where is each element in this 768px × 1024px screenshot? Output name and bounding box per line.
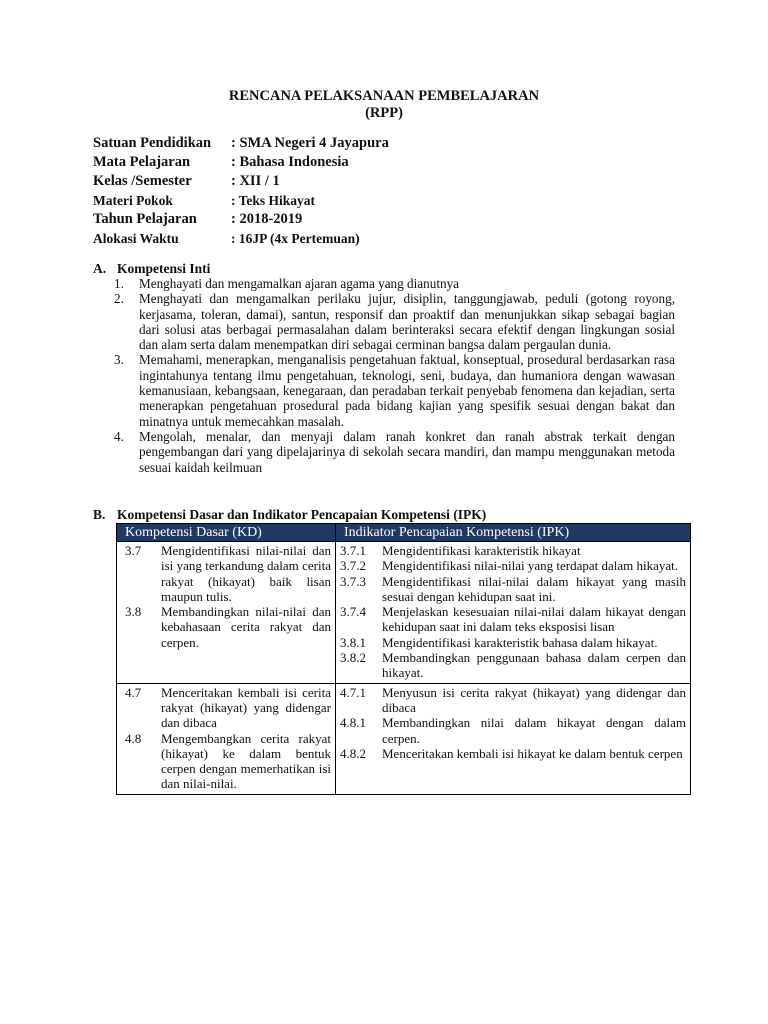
info-label: Tahun Pelajaran: [93, 211, 197, 227]
list-number: 2.: [114, 291, 124, 307]
info-label: Kelas /Semester: [93, 173, 192, 189]
table-row: [117, 542, 691, 684]
section-b-heading: [93, 507, 486, 523]
ipk-item: [340, 715, 686, 746]
list-text: Mengolah, menalar, dan menyaji dalam ranah konkret dan ranah abstrak terkait dengan pengembangan dari yang dipelajarinya di sekolah secara mandiri, dan mampu menggunakan metoda sesuai kaidah keilmuan: [139, 428, 675, 475]
section-title: Kompetensi Inti: [117, 261, 211, 276]
ipk-text: Menjelaskan kesesuaian nilai-nilai dalam hikayat dengan kehidupan saat ini dalam teks eksposisi lisan: [382, 604, 686, 635]
ipk-text: Mengidentifikasi karakteristik hikayat: [382, 543, 581, 558]
ipk-item: [340, 558, 686, 573]
section-letter: B.: [93, 507, 106, 522]
kd-ipk-table: [116, 523, 691, 795]
ipk-number: 4.7.1: [340, 684, 366, 700]
info-label: Satuan Pendidikan: [93, 135, 212, 151]
document-title: RENCANA PELAKSANAAN PEMBELAJARAN: [228, 88, 540, 104]
table-row: [117, 683, 691, 794]
list-number: 3.: [114, 352, 124, 368]
info-value: : SMA Negeri 4 Jayapura: [231, 135, 389, 151]
info-label: Materi Pokok: [93, 193, 173, 208]
column-header-ipk: Indikator Pencapaian Kompetensi (IPK): [336, 524, 691, 542]
ipk-text: Mengidentifikasi nilai-nilai yang terdapat dalam hikayat.: [382, 558, 679, 574]
section-letter: A.: [93, 261, 107, 276]
ipk-number: 4.8.1: [340, 715, 366, 731]
ipk-text: Membandingkan penggunaan bahasa dalam cerpen dan hikayat.: [382, 650, 686, 681]
ipk-item: [340, 543, 686, 558]
ipk-cell: [336, 542, 691, 684]
ipk-number: 3.8.1: [340, 634, 366, 650]
kd-text: Mengidentifikasi nilai-nilai dan isi yang terkandung dalam cerita rakyat (hikayat) baik lisan maupun tulis.: [161, 543, 331, 604]
kd-cell: [117, 683, 336, 794]
list-text: Memahami, menerapkan, menganalisis pengetahuan faktual, konseptual, prosedural berdasarkan rasa ingintahunya tentang ilmu pengetahuan, teknologi, seni, budaya, dan humaniora dengan wawasan kemanusiaan, kebangsaan, kenegaraan, dan peradaban terkait penyebab fenomena dan kejadian, serta menerapkan pengetahuan prosedural pada bidang kajian yang spesifik sesuai dengan bakat dan minatnya untuk memecahkan masalah.: [139, 352, 675, 429]
kd-text: Menceritakan kembali isi cerita rakyat (hikayat) yang didengar dan dibaca: [161, 684, 331, 731]
ipk-text: Menceritakan kembali isi hikayat ke dalam bentuk cerpen: [382, 745, 683, 761]
ipk-item: [340, 650, 686, 681]
info-label: Alokasi Waktu: [93, 231, 179, 246]
ipk-number: 3.7.1: [340, 543, 366, 558]
info-value: : Teks Hikayat: [231, 193, 316, 208]
ipk-text: Membandingkan nilai dalam hikayat dengan dalam cerpen.: [382, 715, 686, 746]
kd-text: Mengembangkan cerita rakyat (hikayat) ke dalam bentuk cerpen dengan memerhatikan isi dan nilai-nilai.: [161, 730, 331, 792]
kd-number: 4.7: [125, 684, 142, 700]
kd-item: [121, 685, 331, 731]
section-title: Kompetensi Dasar dan Indikator Pencapaian Kompetensi (IPK): [117, 507, 487, 522]
kd-text: Membandingkan nilai-nilai dan kebahasaan cerita rakyat dan cerpen.: [161, 604, 331, 650]
kd-item: [121, 731, 331, 792]
kd-item: [121, 543, 331, 604]
list-item: [114, 429, 675, 475]
info-value: : 2018-2019: [231, 211, 303, 227]
ipk-item: [340, 574, 686, 605]
list-number: 1.: [114, 276, 124, 291]
table-header-row: [117, 524, 691, 542]
kompetensi-inti-list: [114, 276, 675, 475]
ipk-item: [340, 604, 686, 635]
list-number: 4.: [114, 428, 124, 444]
info-label: Mata Pelajaran: [93, 154, 191, 170]
document-subtitle: (RPP): [365, 105, 403, 121]
list-text: Menghayati dan mengamalkan ajaran agama yang dianutnya: [139, 276, 460, 291]
info-value: : 16JP (4x Pertemuan): [231, 231, 360, 246]
ipk-number: 3.7.2: [340, 558, 366, 574]
ipk-number: 3.8.2: [340, 650, 366, 666]
section-a-heading: [93, 261, 210, 277]
ipk-number: 4.8.2: [340, 745, 366, 761]
ipk-item: [340, 685, 686, 716]
list-text: Menghayati dan mengamalkan perilaku jujur, disiplin, tanggungjawab, peduli (gotong royong, kerjasama, toleran, damai), santun, responsif dan proaktif dan menunjukkan sikap sebagai bagian dari solusi atas berbagai permasalahan dalam berinteraksi secara efektif dengan lingkungan sosial dan alam serta dalam menempatkan diri sebagai cerminan bangsa dalam pergaulan dunia.: [139, 291, 675, 353]
ipk-item: [340, 746, 686, 761]
ipk-text: Mengidentifikasi nilai-nilai dalam hikayat yang masih sesuai dengan kehidupan saat ini.: [382, 573, 686, 604]
info-value: : Bahasa Indonesia: [231, 154, 349, 170]
ipk-number: 3.7.4: [340, 604, 366, 620]
ipk-text: Mengidentifikasi karakteristik bahasa dalam hikayat.: [382, 634, 658, 650]
kd-number: 3.8: [125, 604, 142, 620]
kd-cell: [117, 542, 336, 684]
list-item: [114, 352, 675, 428]
info-value: : XII / 1: [231, 173, 280, 189]
ipk-item: [340, 635, 686, 650]
list-item: [114, 276, 675, 291]
ipk-cell: [336, 683, 691, 794]
kd-item: [121, 604, 331, 650]
ipk-number: 3.7.3: [340, 573, 366, 589]
ipk-text: Menyusun isi cerita rakyat (hikayat) yang didengar dan dibaca: [382, 684, 686, 715]
kd-number: 4.8: [125, 730, 142, 746]
kd-number: 3.7: [125, 543, 142, 558]
column-header-kd: Kompetensi Dasar (KD): [117, 524, 336, 542]
list-item: [114, 291, 675, 352]
